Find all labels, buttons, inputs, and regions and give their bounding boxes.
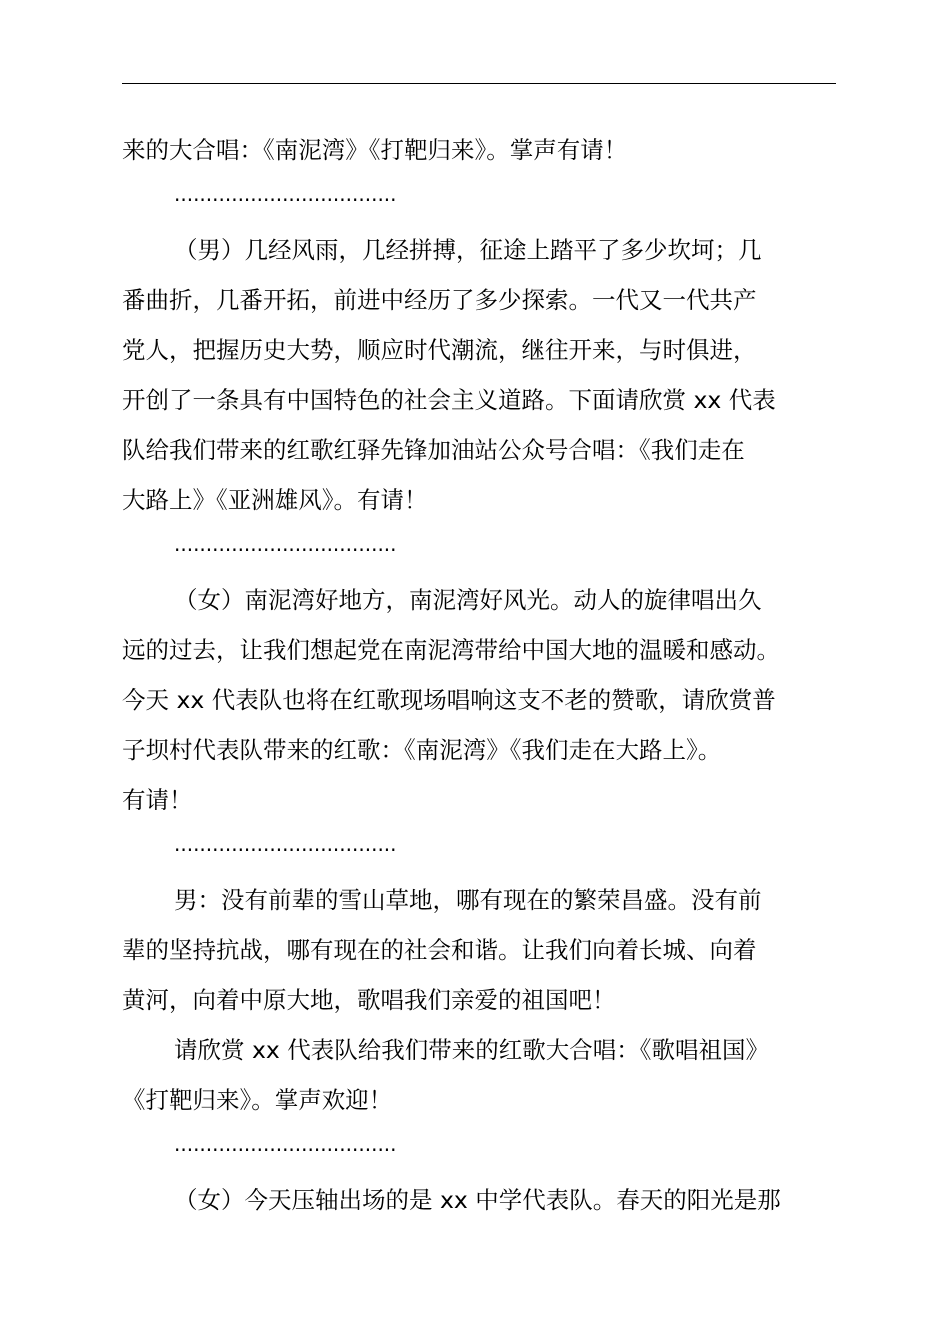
separator-dots: ··································· [174,538,397,562]
text-line: 来的大合唱：《南泥湾》《打靶归来》。掌声有请！ [122,136,628,164]
text-line: 队给我们带来的红歌红驿先锋加油站公众号合唱：《我们走在 [122,436,745,464]
text-line: 今天 xx 代表队也将在红歌现场唱响这支不老的赞歌，请欣赏普 [122,686,776,714]
document-body [122,125,836,1225]
text-line: （男）几经风雨，几经拼搏，征途上踏平了多少坎坷；几 [174,236,762,264]
text-line: 大路上》《亚洲雄风》。有请！ [122,486,428,514]
text-line: 黄河，向着中原大地，歌唱我们亲爱的祖国吧！ [122,986,616,1014]
text-line: 番曲折，几番开拓，前进中经历了多少探索。一代又一代共产 [122,286,757,314]
text-line: （女）南泥湾好地方，南泥湾好风光。动人的旋律唱出久 [174,586,762,614]
text-line: 辈的坚持抗战，哪有现在的社会和谐。让我们向着长城、向着 [122,936,757,964]
text-line: 有请！ [122,786,193,814]
text-line: 党人，把握历史大势，顺应时代潮流，继往开来，与时俱进， [122,336,757,364]
separator-dots: ··································· [174,1138,397,1162]
separator-dots: ··································· [174,838,397,862]
text-line: 男：没有前辈的雪山草地，哪有现在的繁荣昌盛。没有前 [174,886,762,914]
text-line: 远的过去，让我们想起党在南泥湾带给中国大地的温暖和感动。 [122,636,780,664]
text-line: 请欣赏 xx 代表队给我们带来的红歌大合唱：《歌唱祖国》 [174,1036,770,1064]
text-line: 开创了一条具有中国特色的社会主义道路。下面请欣赏 xx 代表 [122,386,776,414]
text-line: 《打靶归来》。掌声欢迎！ [122,1086,393,1114]
separator-dots: ··································· [174,188,397,212]
text-line: 子坝村代表队带来的红歌：《南泥湾》《我们走在大路上》。 [122,736,722,764]
text-line: （女）今天压轴出场的是 xx 中学代表队。春天的阳光是那 [174,1186,781,1214]
header-rule [122,83,836,84]
